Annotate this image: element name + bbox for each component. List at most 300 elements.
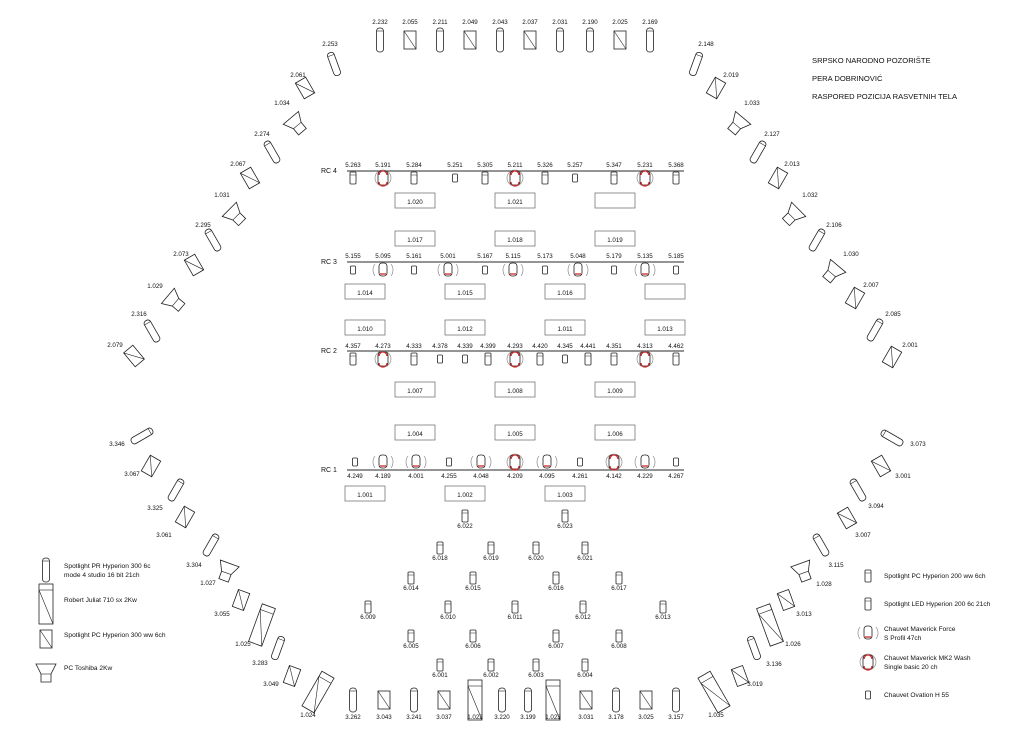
- floor-fixture: [616, 630, 622, 642]
- rc2-fixture: [485, 353, 491, 365]
- fixture-label: 3.094: [868, 503, 884, 510]
- fixture-label: 1.014: [357, 290, 373, 297]
- bottom-fixture: [411, 688, 418, 712]
- fixture-label: 4.339: [457, 343, 473, 350]
- right-lower-fixture: [880, 429, 904, 447]
- floor-fixture: [580, 601, 586, 613]
- fixture-label: 1.007: [407, 388, 423, 395]
- bottom-fixture: [350, 688, 357, 712]
- legend-right-icon: [860, 654, 876, 670]
- fixture-label: 5.257: [567, 162, 583, 169]
- fixture-label: 6.007: [548, 643, 564, 650]
- floor-fixture: [470, 630, 476, 642]
- bottom-fixture: [613, 688, 620, 712]
- rc3-fixture: [351, 266, 356, 274]
- fixture-label: 4.048: [473, 473, 489, 480]
- fixture-label: 1.026: [785, 641, 801, 648]
- rc3-fixture: [635, 263, 655, 276]
- fixture-label: 6.003: [528, 672, 544, 679]
- fixture-label: 1.018: [507, 237, 523, 244]
- fixture-label: 4.189: [375, 473, 391, 480]
- floor-fixture: [616, 572, 622, 584]
- fixture-label: 5.115: [505, 253, 521, 260]
- rc4-fixture: [411, 172, 417, 184]
- fixture-label: 1.022: [467, 714, 483, 721]
- fixture-label: 3.019: [747, 681, 763, 688]
- rc1-fixture: [373, 455, 393, 468]
- fixture-label: 2.232: [372, 19, 388, 26]
- rc2-fixture: [611, 353, 617, 365]
- right-arc-fixture: [749, 140, 767, 164]
- floor-fixture: [437, 659, 443, 671]
- fixture-label: 6.005: [403, 643, 419, 650]
- fixture-label: 3.199: [520, 714, 536, 721]
- fixture-label: 4.261: [572, 473, 588, 480]
- floor-fixture: [553, 630, 559, 642]
- legend-right-label: Chauvet Maverick MK2 Wash: [884, 655, 971, 662]
- rc2-fixture: [375, 351, 391, 367]
- right-lower-fixture: [747, 636, 762, 661]
- legend-right-icon: [865, 598, 871, 610]
- fixture-label: 4.001: [408, 473, 424, 480]
- rc3-fixture: [438, 263, 458, 276]
- rc3-fixture: [568, 263, 588, 276]
- fixture-label: 1.011: [557, 326, 573, 333]
- fixture-label: 4.095: [539, 473, 555, 480]
- floor-fixture: [445, 601, 451, 613]
- legend-right-icon: [865, 570, 871, 582]
- fixture-label: 3.283: [252, 660, 268, 667]
- left-arc-fixture: [327, 52, 342, 77]
- fixture-label: 3.241: [406, 714, 422, 721]
- fixture-label: 4.378: [432, 343, 448, 350]
- left-lower-fixture: [232, 589, 249, 610]
- fixture-label: 6.023: [557, 523, 573, 530]
- fixture-label: 1.035: [708, 712, 724, 719]
- rc4-fixture: [637, 170, 653, 186]
- bottom-fixture: [673, 688, 680, 712]
- rc2-fixture: [673, 353, 679, 365]
- fixture-label: 2.211: [432, 19, 448, 26]
- fixture-label: 2.049: [462, 19, 478, 26]
- rc4-fixture: [453, 174, 458, 182]
- rc1-fixture: [471, 455, 491, 468]
- floor-fixture: [582, 542, 588, 554]
- fixture-label: 5.173: [537, 253, 553, 260]
- fixture-label: 3.115: [828, 562, 844, 569]
- legend-left-icon: [36, 664, 56, 682]
- fixture-label: 3.157: [668, 714, 684, 721]
- rc4-box: [595, 193, 635, 208]
- fixture-label: 5.284: [406, 162, 422, 169]
- fixture-label: 1.017: [407, 237, 423, 244]
- fixture-label: 2.007: [863, 282, 879, 289]
- rc3-fixture: [483, 266, 488, 274]
- fixture-label: 2.085: [885, 311, 901, 318]
- fixture-label: 2.079: [107, 342, 123, 349]
- floor-fixture: [488, 659, 494, 671]
- right-arc-fixture: [724, 111, 751, 138]
- left-lower-fixture: [214, 560, 239, 584]
- fixture-label: 2.190: [582, 19, 598, 26]
- fixture-label: 4.399: [480, 343, 496, 350]
- fixture-label: 3.031: [578, 714, 594, 721]
- fixture-label: 4.462: [668, 343, 684, 350]
- fixture-label: 6.017: [611, 585, 627, 592]
- rc2-fixture: [350, 353, 356, 365]
- fixture-label: 5.231: [637, 162, 653, 169]
- fixture-label: 3.025: [638, 714, 654, 721]
- fixture-label: 2.316: [131, 311, 147, 318]
- legend-right-icon: [866, 691, 871, 699]
- left-arc-fixture: [263, 140, 281, 164]
- floor-fixture: [533, 542, 539, 554]
- rc4-fixture: [375, 170, 391, 186]
- rc2-fixture: [585, 353, 591, 365]
- legend-left-icon: [39, 584, 53, 624]
- rc4-fixture: [573, 174, 578, 182]
- left-arc-fixture: [222, 202, 249, 229]
- fixture-label: 3.001: [895, 473, 911, 480]
- floor-fixture: [488, 542, 494, 554]
- fixture-label: 3.178: [608, 714, 624, 721]
- rc3-fixture: [503, 263, 523, 276]
- rc1-fixture: [507, 454, 523, 470]
- fixture-label: 3.304: [186, 562, 202, 569]
- left-lower-fixture: [283, 665, 300, 686]
- fixture-label: 1.025: [235, 641, 251, 648]
- right-lower-fixture: [791, 560, 816, 584]
- fixture-label: 6.016: [548, 585, 564, 592]
- fixture-label: 4.249: [347, 473, 363, 480]
- legend-right-label: S Profil 47ch: [884, 635, 922, 642]
- fixture-label: 1.019: [607, 237, 623, 244]
- fixture-label: 1.033: [744, 100, 760, 107]
- fixture-label: 3.136: [766, 661, 782, 668]
- floor-fixture: [512, 601, 518, 613]
- rc3-fixture: [674, 266, 679, 274]
- fixture-label: 1.015: [457, 290, 473, 297]
- fixture-label: 2.043: [492, 19, 508, 26]
- right-lower-fixture: [777, 589, 794, 610]
- right-lower-fixture: [731, 665, 748, 686]
- rc2-fixture: [507, 351, 523, 367]
- fixture-label: 2.127: [764, 131, 780, 138]
- left-lower-fixture: [249, 604, 276, 646]
- fixture-label: 2.019: [723, 72, 739, 79]
- fixture-label: 1.012: [457, 326, 473, 333]
- fixture-label: 2.013: [784, 161, 800, 168]
- fixture-label: 5.001: [440, 253, 456, 260]
- fixture-label: 4.420: [532, 343, 548, 350]
- fixture-label: 1.001: [357, 492, 373, 499]
- fixture-label: 2.106: [826, 222, 842, 229]
- fixture-label: 6.001: [432, 672, 448, 679]
- fixture-label: 1.005: [507, 431, 523, 438]
- right-arc-fixture: [882, 346, 901, 368]
- fixture-label: 4.273: [375, 343, 391, 350]
- fixture-label: 4.441: [580, 343, 596, 350]
- legend-right-label: Spotlight PC Hyperion 200 ww 6ch: [884, 573, 986, 580]
- fixture-label: 1.031: [214, 192, 230, 199]
- floor-fixture: [470, 572, 476, 584]
- right-lower-fixture: [871, 455, 890, 477]
- fixture-label: 6.004: [577, 672, 593, 679]
- rc2-fixture: [438, 355, 443, 363]
- fixture-label: 6.018: [432, 555, 448, 562]
- rc1-fixture: [406, 455, 426, 468]
- fixture-label: 6.014: [403, 585, 419, 592]
- fixture-label: 5.305: [477, 162, 493, 169]
- fixture-label: 4.229: [637, 473, 653, 480]
- rc3-fixture: [373, 263, 393, 276]
- theatre-name: SRPSKO NARODNO POZORIŠTE: [812, 56, 931, 65]
- fixture-label: 2.148: [698, 41, 714, 48]
- floor-fixture: [582, 659, 588, 671]
- fixture-label: 6.010: [440, 614, 456, 621]
- top-fixture: [524, 31, 536, 49]
- left-arc-fixture: [240, 167, 259, 189]
- fixture-label: 1.028: [816, 581, 832, 588]
- right-arc-fixture: [768, 167, 787, 189]
- rig-label: RC 4: [321, 168, 337, 175]
- left-arc-fixture: [143, 319, 161, 343]
- rig-label: RC 3: [321, 259, 337, 266]
- rc1-fixture: [447, 458, 452, 466]
- fixture-label: 5.191: [375, 162, 391, 169]
- fixture-label: 1.030: [843, 251, 859, 258]
- bottom-fixture: [378, 691, 390, 709]
- left-arc-fixture: [161, 288, 188, 315]
- left-lower-fixture: [302, 671, 334, 713]
- bottom-fixture: [499, 688, 506, 712]
- rc2-fixture: [463, 355, 468, 363]
- floor-fixture: [408, 572, 414, 584]
- top-fixture: [614, 31, 626, 49]
- legend-left-icon: [43, 558, 50, 582]
- stage-name: PERA DOBRINOVIĆ: [812, 74, 883, 83]
- legend-left-label: mode 4 studio 16 bit 21ch: [64, 572, 140, 579]
- fixture-label: 6.002: [483, 672, 499, 679]
- floor-fixture: [562, 510, 568, 522]
- top-fixture: [587, 28, 594, 52]
- fixture-label: 2.169: [642, 19, 658, 26]
- left-lower-fixture: [130, 427, 154, 445]
- fixture-label: 6.015: [465, 585, 481, 592]
- rc1-fixture: [635, 455, 655, 468]
- floor-fixture: [437, 542, 443, 554]
- left-arc-fixture: [204, 228, 222, 252]
- top-fixture: [557, 28, 564, 52]
- fixture-label: 6.006: [465, 643, 481, 650]
- fixture-label: 4.267: [668, 473, 684, 480]
- top-fixture: [647, 28, 654, 52]
- left-lower-fixture: [202, 533, 220, 557]
- fixture-label: 2.274: [254, 131, 270, 138]
- floor-fixture: [408, 630, 414, 642]
- fixture-label: 1.034: [274, 100, 290, 107]
- fixture-label: 1.013: [657, 326, 673, 333]
- fixture-label: 6.022: [457, 523, 473, 530]
- fixture-label: 3.013: [796, 611, 812, 618]
- fixture-label: 5.263: [345, 162, 361, 169]
- right-arc-fixture: [689, 52, 704, 77]
- fixture-label: 2.025: [612, 19, 628, 26]
- rc1-fixture: [578, 458, 583, 466]
- rc3-box: [645, 284, 685, 299]
- fixture-label: 3.043: [376, 714, 392, 721]
- top-fixture: [464, 31, 476, 49]
- fixture-label: 4.313: [637, 343, 653, 350]
- fixture-label: 5.179: [606, 253, 622, 260]
- plot-title: RASPORED POZICIJA RASVETNIH TELA: [812, 92, 958, 101]
- legend-left-label: Spotlight PC Hyperion 300 ww 6ch: [64, 632, 166, 639]
- bottom-fixture: [438, 691, 450, 709]
- rc3-fixture: [543, 266, 548, 274]
- right-arc-fixture: [866, 318, 884, 342]
- fixture-label: 1.003: [557, 492, 573, 499]
- fixture-label: 2.067: [230, 161, 246, 168]
- fixture-label: 2.055: [402, 19, 418, 26]
- fixture-label: 4.142: [606, 473, 622, 480]
- fixture-label: 3.007: [855, 532, 871, 539]
- fixture-label: 2.253: [322, 41, 338, 48]
- legend-right-label: Single basic 20 ch: [884, 664, 938, 671]
- fixture-label: 3.061: [156, 532, 172, 539]
- fixture-label: 6.021: [577, 555, 593, 562]
- right-lower-fixture: [698, 671, 730, 713]
- floor-fixture: [660, 601, 666, 613]
- right-arc-fixture: [706, 77, 725, 99]
- fixture-label: 2.295: [195, 222, 211, 229]
- rc2-fixture: [537, 353, 543, 365]
- fixture-label: 4.345: [557, 343, 573, 350]
- legend-left-label: PC Toshiba 2Kw: [64, 665, 113, 672]
- rc1-fixture: [674, 458, 679, 466]
- fixture-label: 1.010: [357, 326, 373, 333]
- fixture-label: 1.029: [147, 283, 163, 290]
- fixture-label: 2.037: [522, 19, 538, 26]
- fixture-label: 5.211: [507, 162, 523, 169]
- top-fixture: [437, 28, 444, 52]
- left-arc-fixture: [124, 345, 145, 367]
- right-lower-fixture: [757, 604, 784, 646]
- fixture-label: 1.021: [507, 199, 523, 206]
- rc2-fixture: [411, 353, 417, 365]
- fixture-label: 3.325: [147, 505, 163, 512]
- fixture-label: 5.161: [406, 253, 422, 260]
- legend-left-label: Robert Juliat 710 sx 2Kw: [64, 597, 137, 604]
- fixture-label: 3.049: [263, 681, 279, 688]
- rc4-fixture: [611, 172, 617, 184]
- fixture-label: 1.020: [407, 199, 423, 206]
- bottom-fixture: [640, 691, 652, 709]
- fixture-label: 3.037: [436, 714, 452, 721]
- fixture-label: 6.020: [528, 555, 544, 562]
- rc4-fixture: [507, 170, 523, 186]
- fixture-label: 2.001: [902, 342, 918, 349]
- bottom-fixture: [525, 688, 532, 712]
- right-lower-fixture: [849, 478, 867, 502]
- right-arc-fixture: [819, 259, 846, 286]
- fixture-label: 5.167: [477, 253, 493, 260]
- legend-right-label: Chauvet Maverick Force: [884, 626, 956, 633]
- fixture-label: 5.368: [668, 162, 684, 169]
- fixture-label: 5.347: [606, 162, 622, 169]
- fixture-label: 3.262: [345, 714, 361, 721]
- fixture-label: 1.002: [457, 492, 473, 499]
- fixture-label: 6.013: [655, 614, 671, 621]
- fixture-label: 4.351: [606, 343, 622, 350]
- floor-fixture: [365, 601, 371, 613]
- left-arc-fixture: [283, 111, 310, 138]
- fixture-label: 1.027: [200, 580, 216, 587]
- rc4-fixture: [673, 172, 679, 184]
- fixture-label: 3.220: [494, 714, 510, 721]
- fixture-label: 4.293: [507, 343, 523, 350]
- rc4-fixture: [482, 172, 488, 184]
- fixture-label: 1.024: [300, 712, 316, 719]
- rc3-fixture: [612, 266, 617, 274]
- rc1-fixture: [606, 454, 622, 470]
- fixture-label: 1.004: [407, 431, 423, 438]
- floor-fixture: [553, 572, 559, 584]
- fixture-label: 6.011: [507, 614, 523, 621]
- fixture-label: 2.061: [290, 72, 306, 79]
- floor-fixture: [462, 510, 468, 522]
- fixture-label: 5.048: [570, 253, 586, 260]
- fixture-label: 5.135: [637, 253, 653, 260]
- fixture-label: 2.031: [552, 19, 568, 26]
- fixture-label: 3.055: [214, 611, 230, 618]
- left-lower-fixture: [175, 506, 194, 528]
- rc1-fixture: [353, 458, 358, 466]
- left-lower-fixture: [167, 478, 185, 502]
- fixture-label: 5.095: [375, 253, 391, 260]
- fixture-label: 6.008: [611, 643, 627, 650]
- fixture-label: 4.209: [507, 473, 523, 480]
- fixture-label: 1.023: [545, 714, 561, 721]
- rc4-fixture: [542, 172, 548, 184]
- fixture-label: 6.019: [483, 555, 499, 562]
- fixture-label: 6.009: [360, 614, 376, 621]
- top-fixture: [497, 28, 504, 52]
- fixture-label: 1.008: [507, 388, 523, 395]
- legend-right-label: Spotlight LED Hyperion 200 6c 21ch: [884, 601, 991, 608]
- fixture-label: 6.012: [575, 614, 591, 621]
- right-arc-fixture: [845, 287, 864, 309]
- right-arc-fixture: [808, 228, 826, 252]
- left-arc-fixture: [295, 77, 314, 99]
- rc2-fixture: [563, 355, 568, 363]
- bottom-fixture: [580, 691, 592, 709]
- rc1-fixture: [537, 455, 557, 468]
- rig-label: RC 2: [321, 348, 337, 355]
- fixture-label: 4.255: [441, 473, 457, 480]
- right-lower-fixture: [837, 507, 856, 529]
- fixture-label: 5.251: [447, 162, 463, 169]
- left-lower-fixture: [271, 636, 286, 661]
- fixture-label: 1.009: [607, 388, 623, 395]
- fixture-label: 1.032: [802, 192, 818, 199]
- fixture-label: 4.357: [345, 343, 361, 350]
- fixture-label: 3.067: [124, 471, 140, 478]
- fixture-label: 3.073: [910, 441, 926, 448]
- right-lower-fixture: [812, 533, 830, 557]
- rc3-fixture: [412, 266, 417, 274]
- legend-right-icon: [858, 626, 878, 639]
- fixture-label: 3.346: [109, 441, 125, 448]
